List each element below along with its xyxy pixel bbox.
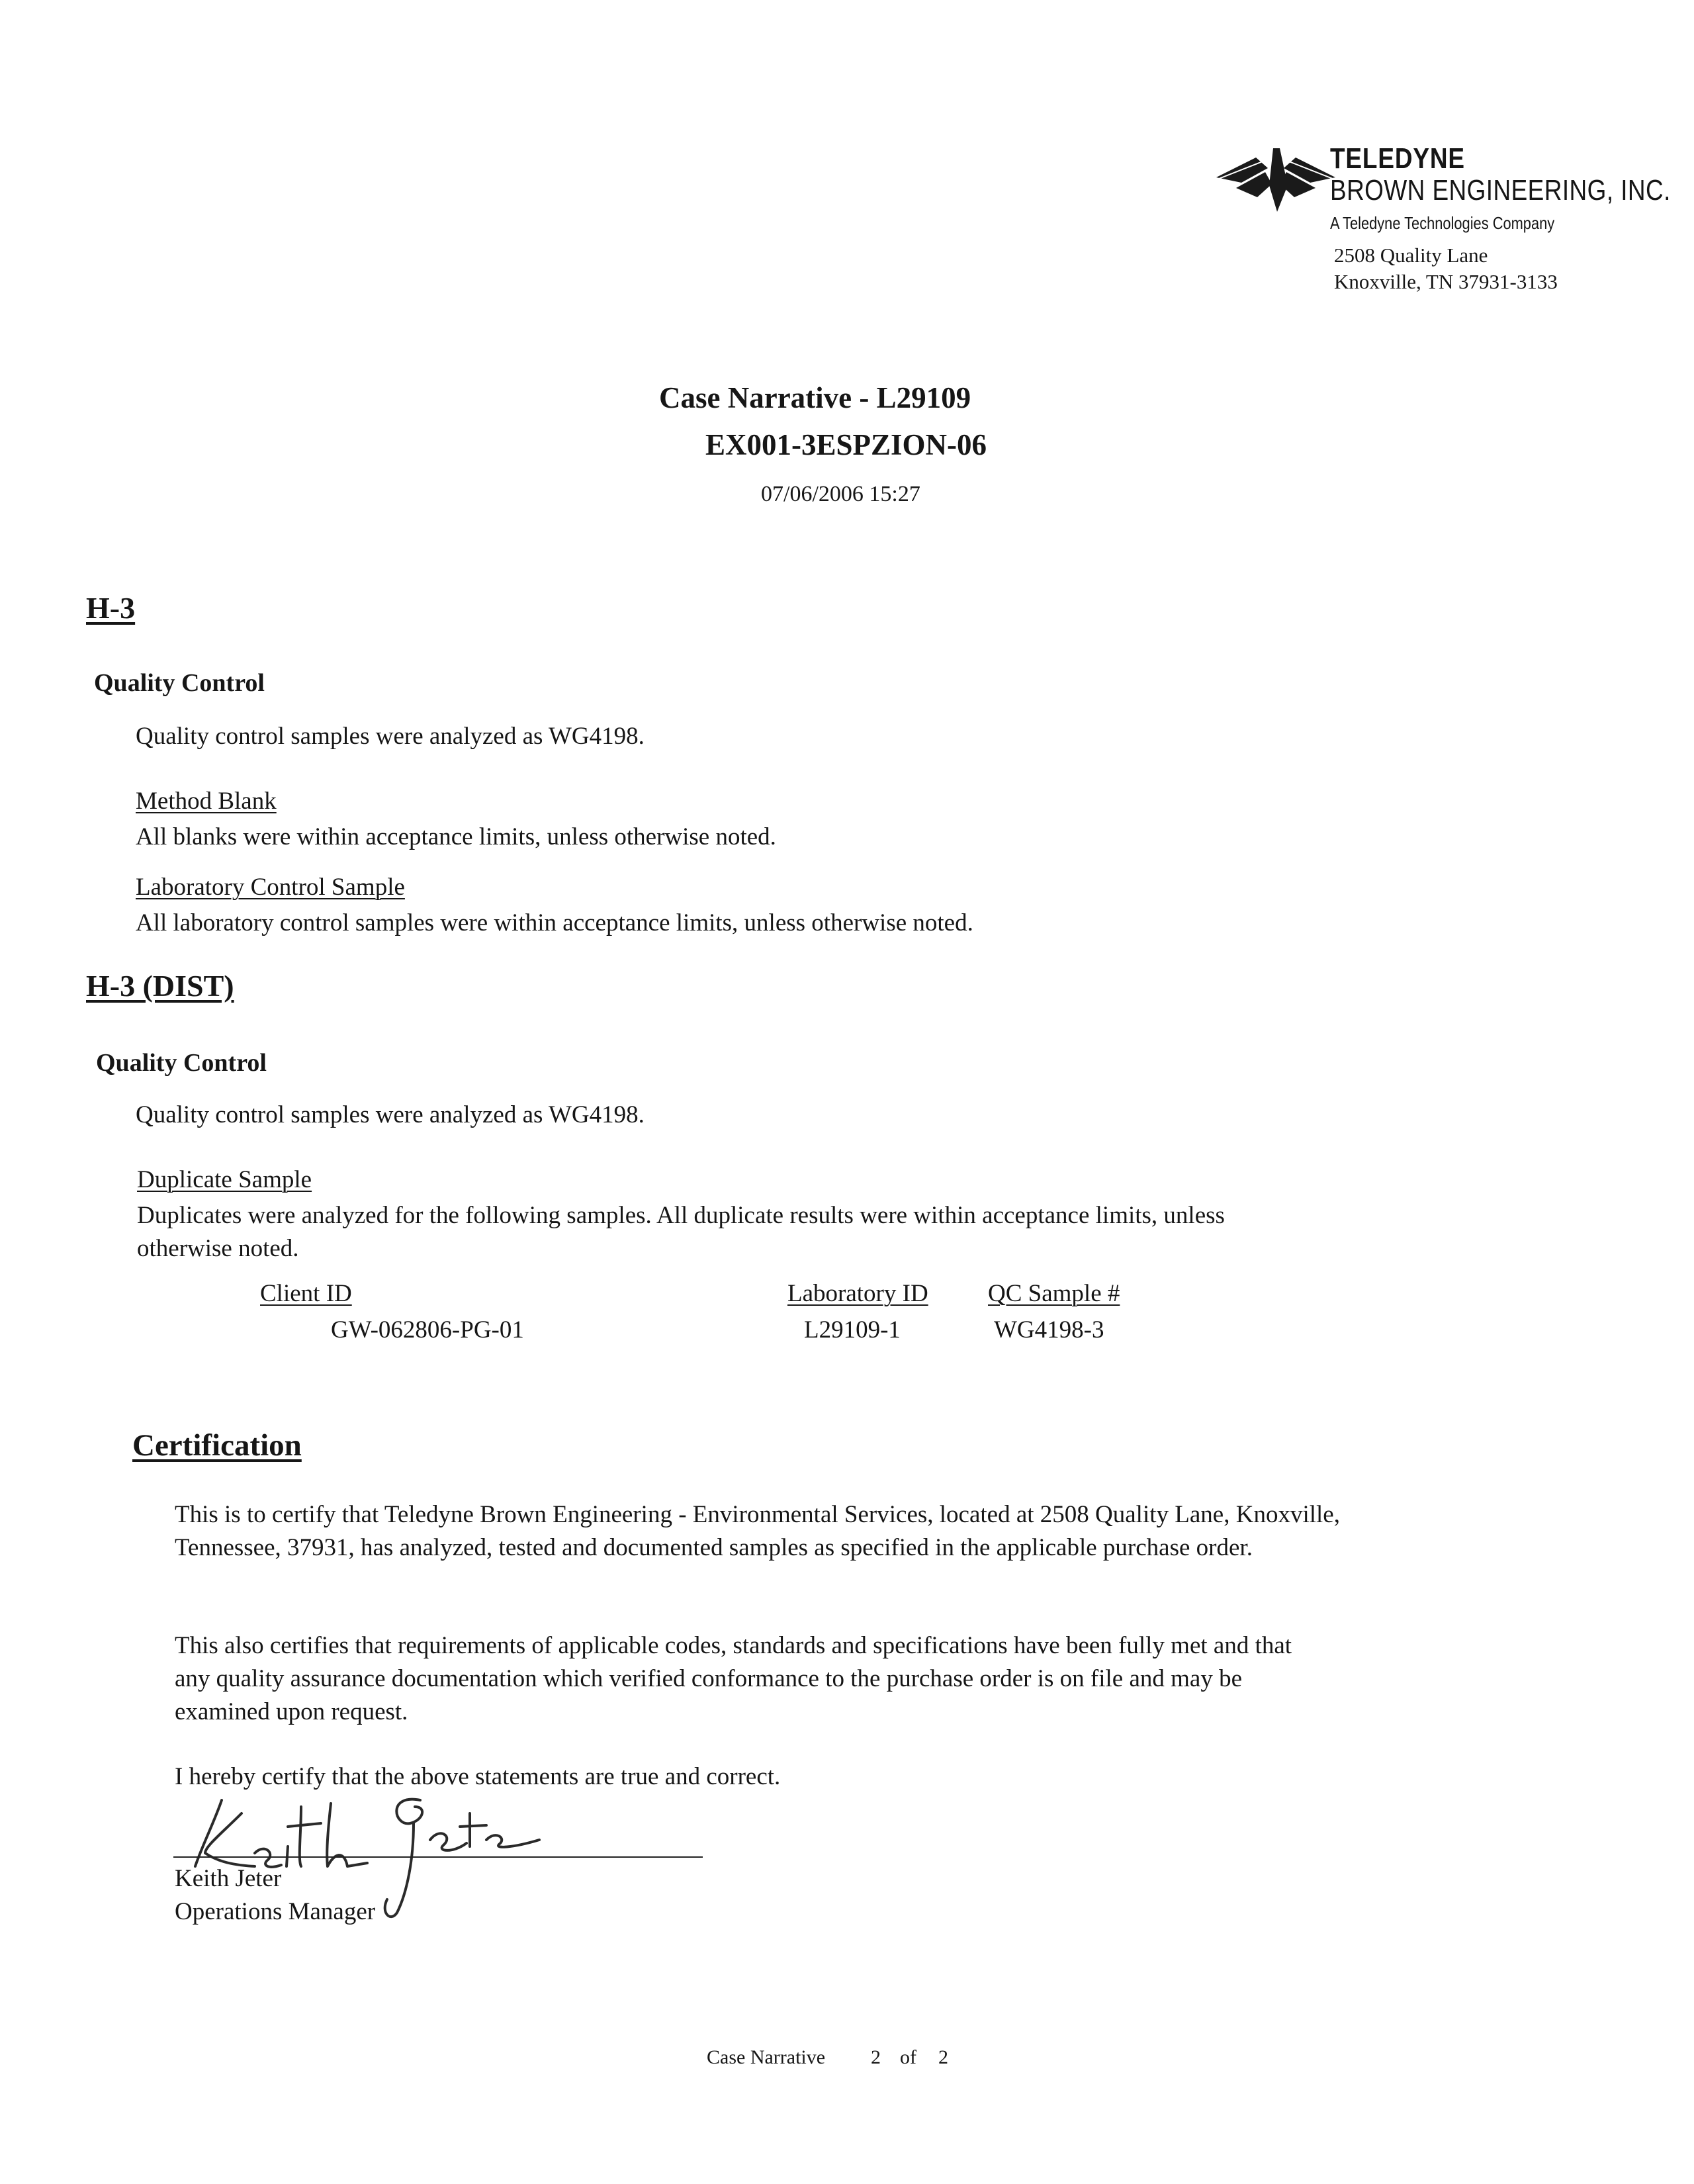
section-heading-h3: H-3	[86, 591, 136, 625]
company-name: TELEDYNE	[1330, 142, 1465, 175]
teledyne-logo-icon	[1216, 148, 1335, 212]
footer-page-total: 2	[938, 2046, 948, 2068]
qc-text-dist: Quality control samples were analyzed as WG4198.	[136, 1101, 645, 1128]
address-line-2: Knoxville, TN 37931-3133	[1334, 270, 1558, 293]
duplicate-label: Duplicate Sample	[137, 1166, 312, 1193]
footer-label: Case Narrative	[707, 2046, 826, 2068]
table-header-qc-sample: QC Sample #	[988, 1280, 1120, 1307]
certification-para-1: This is to certify that Teledyne Brown Engineering - Environmental Services, located at 2508 Quality Lane, Knoxville, Tennessee, 37931, has analyzed, tested and documented samples as specified in the applicable purchase order.	[175, 1501, 1340, 1561]
certification-para-2: This also certifies that requirements of applicable codes, standards and specifications have been fully met and that any quality assurance documentation which verified conformance to the purchase order is on file and may be examined upon request.	[175, 1632, 1292, 1725]
qc-heading-dist: Quality Control	[96, 1049, 267, 1077]
lcs-text: All laboratory control samples were within acceptance limits, unless otherwise noted.	[136, 909, 973, 936]
qc-heading: Quality Control	[94, 669, 265, 697]
table-cell-lab-id: L29109-1	[804, 1316, 901, 1343]
table-header-client-id: Client ID	[260, 1280, 352, 1307]
lcs-label: Laboratory Control Sample	[136, 874, 405, 901]
company-tagline: A Teledyne Technologies Company	[1330, 213, 1555, 233]
certification-statement: I hereby certify that the above statements are true and correct.	[175, 1763, 781, 1790]
method-blank-label: Method Blank	[136, 788, 277, 815]
report-datetime: 07/06/2006 15:27	[761, 482, 920, 506]
signer-title: Operations Manager	[175, 1898, 376, 1925]
table-cell-qc-sample: WG4198-3	[994, 1316, 1104, 1343]
project-id: EX001-3ESPZION-06	[705, 428, 987, 461]
address-line-1: 2508 Quality Lane	[1334, 244, 1488, 267]
document-title: Case Narrative - L29109	[659, 381, 971, 414]
signer-name: Keith Jeter	[175, 1865, 282, 1892]
signature-line	[173, 1856, 703, 1858]
footer-of: of	[900, 2046, 916, 2068]
company-subname: BROWN ENGINEERING, INC.	[1330, 174, 1671, 206]
table-header-lab-id: Laboratory ID	[787, 1280, 928, 1307]
certification-heading: Certification	[132, 1428, 302, 1463]
duplicate-text-line2: otherwise noted.	[137, 1235, 299, 1262]
section-heading-h3-dist: H-3 (DIST)	[86, 969, 234, 1003]
footer-page-number: 2	[871, 2046, 881, 2068]
method-blank-text: All blanks were within acceptance limits, unless otherwise noted.	[136, 823, 776, 850]
table-cell-client-id: GW-062806-PG-01	[331, 1316, 524, 1343]
qc-text: Quality control samples were analyzed as WG4198.	[136, 723, 645, 750]
duplicate-text-line1: Duplicates were analyzed for the following samples. All duplicate results were within acceptance limits, unless	[137, 1202, 1225, 1229]
